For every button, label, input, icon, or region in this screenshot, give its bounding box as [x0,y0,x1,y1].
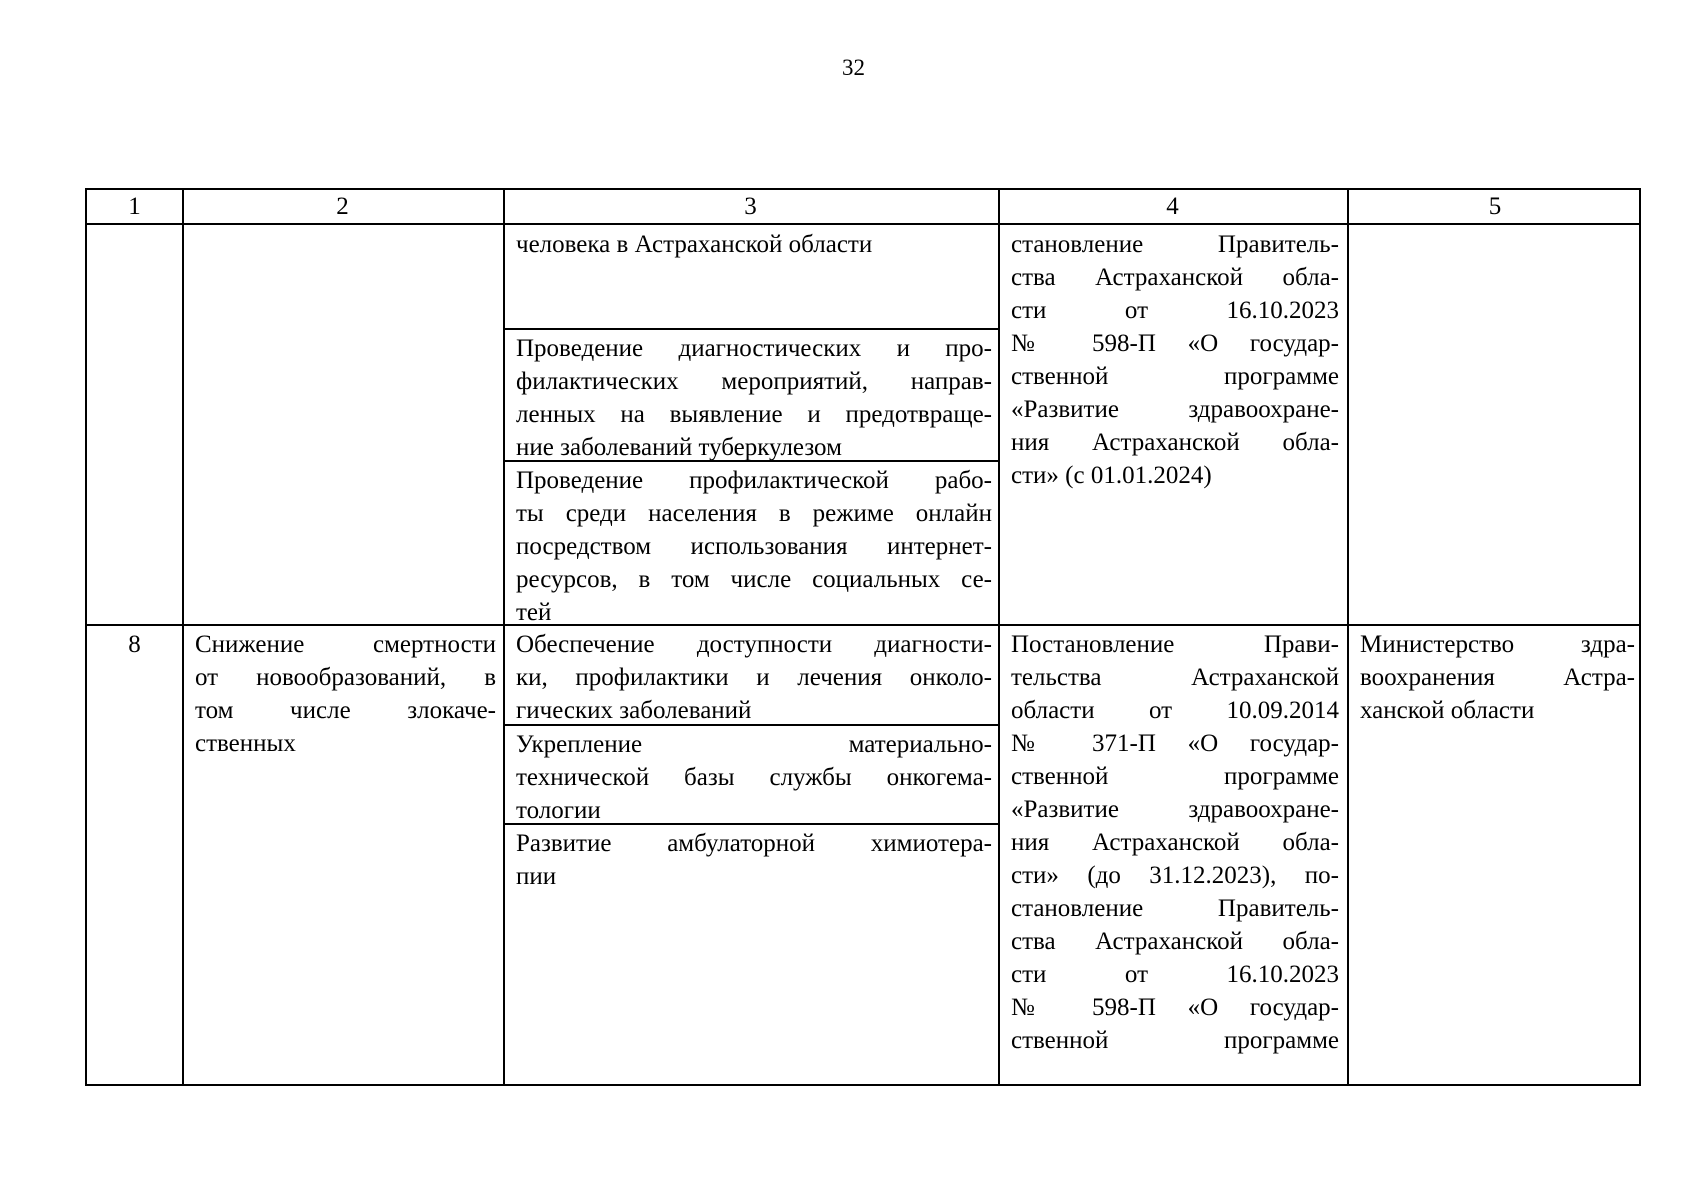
page-number: 32 [842,55,865,80]
legal-basis-cell [1011,228,1339,492]
text-line: ленных на выявление и предотвраще- [516,401,992,428]
text-line: Проведение диагностических и про- [516,335,992,362]
text-line: ханской области [1360,697,1535,724]
text-line: воохранения Астра- [1360,664,1635,691]
measure-cell [516,728,992,827]
text-line: ственной программе [1011,1027,1339,1054]
text-line: сти» (до 31.12.2023), по- [1011,862,1339,889]
text-line: ственной программе [1011,363,1339,390]
header-col-4: 4 [1166,193,1179,220]
measure-cell [516,332,992,464]
document-table [85,188,1641,1086]
text-line: сти» (с 01.01.2024) [1011,462,1212,489]
text-line: № 598-П «О государ- [1011,994,1339,1021]
text-line: становление Правитель- [1011,231,1339,258]
text-line: филактических мероприятий, направ- [516,368,992,395]
text-line: 8 [128,631,141,658]
header-col-5: 5 [1488,193,1502,220]
text-line: пии [516,863,557,890]
column-divider [182,190,184,1084]
text-line: сти от 16.10.2023 [1011,297,1339,324]
column-divider [998,190,1000,1084]
measure-cell [516,628,992,727]
task-cell [195,628,496,760]
text-line: ния Астраханской обла- [1011,429,1339,456]
text-line: «Развитие здравоохране- [1011,396,1339,423]
text-line: ственных [195,730,296,757]
column-divider [1347,190,1349,1084]
legal-basis-cell [1011,628,1339,1057]
text-line: «Развитие здравоохране- [1011,796,1339,823]
text-line: становление Правитель- [1011,895,1339,922]
text-line: Укрепление материально- [516,731,992,758]
text-line: посредством использования интернет- [516,533,992,560]
header-col-1: 1 [128,193,141,220]
text-line: Обеспечение доступности диагности- [516,631,992,658]
measure-cell [516,827,992,893]
text-line: тологии [516,797,601,824]
text-line: тельства Астраханской [1011,664,1339,691]
text-line: Развитие амбулаторной химиотера- [516,830,992,857]
text-line: ства Астраханской обла- [1011,264,1339,291]
text-line: Снижение смертности [195,631,496,658]
text-line: Постановление Прави- [1011,631,1339,658]
measure-cell [516,464,992,629]
text-line: ки, профилактики и лечения онколо- [516,664,992,691]
text-line: № 598-П «О государ- [1011,330,1339,357]
text-line: ния Астраханской обла- [1011,829,1339,856]
text-line: Министерство здра- [1360,631,1635,658]
row-number [87,628,182,661]
text-line: гических заболеваний [516,697,752,724]
text-line: Проведение профилактической рабо- [516,467,992,494]
responsible-cell [1360,628,1635,727]
header-col-3: 3 [744,193,757,220]
header-col-2: 2 [336,193,349,220]
text-line: № 371-П «О государ- [1011,730,1339,757]
cell-divider [503,328,998,330]
text-line: сти от 16.10.2023 [1011,961,1339,988]
text-line: ственной программе [1011,763,1339,790]
text-line: человека в Астраханской области [516,231,873,258]
text-line: ства Астраханской обла- [1011,928,1339,955]
text-line: технической базы службы онкогема- [516,764,992,791]
text-line: ние заболеваний туберкулезом [516,434,842,461]
text-line: ты среди населения в режиме онлайн [516,500,992,527]
text-line: области от 10.09.2014 [1011,697,1339,724]
text-line: от новообразований, в [195,664,496,691]
text-line: том числе злокаче- [195,697,496,724]
column-divider [503,190,505,1084]
text-line: ресурсов, в том числе социальных се- [516,566,992,593]
measure-cell [516,228,992,261]
text-line: тей [516,599,552,626]
